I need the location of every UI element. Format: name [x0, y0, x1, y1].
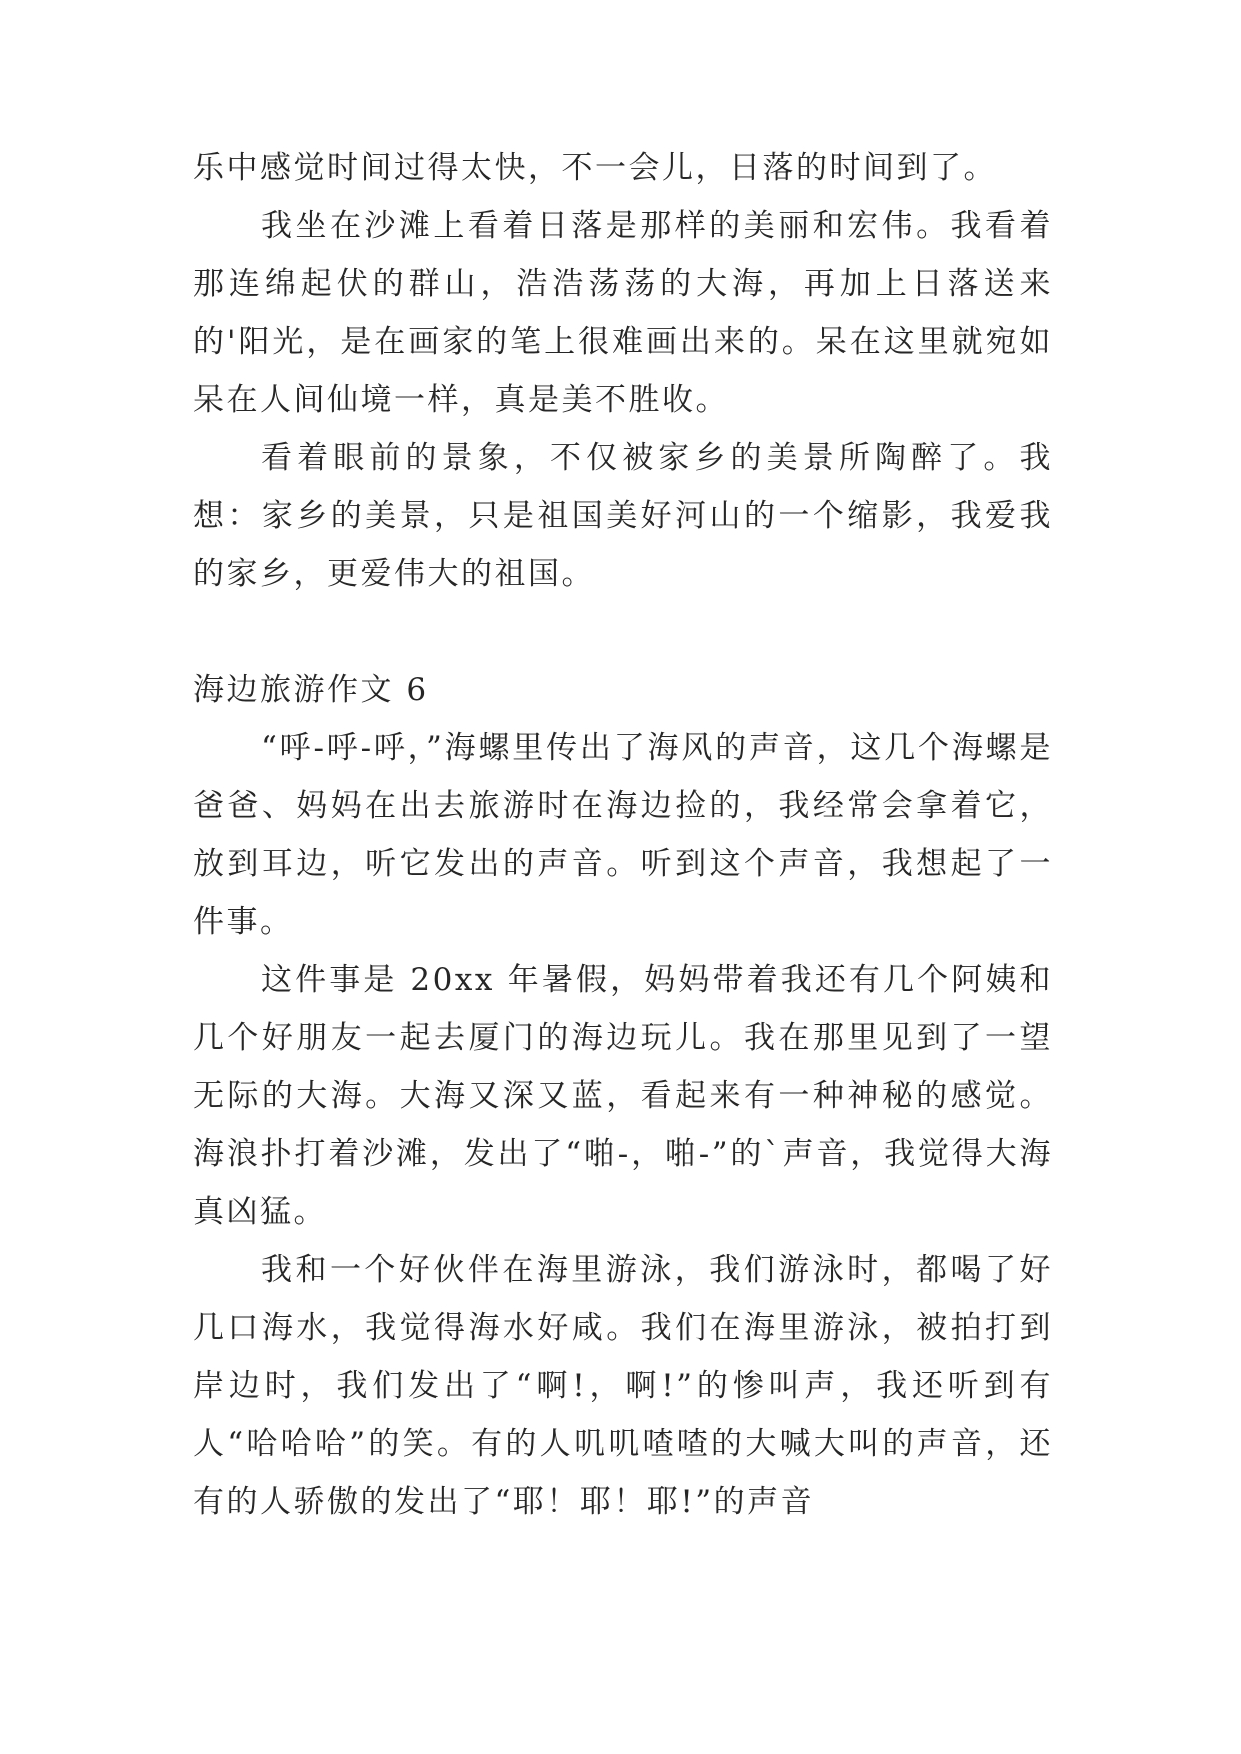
section-two: [193, 661, 1053, 1531]
section-title: 海边旅游作文 6: [193, 672, 429, 708]
paragraph-swimming: 我和一个好伙伴在海里游泳，我们游泳时，都喝了好几口海水，我觉得海水好咸。我们在海里游泳，被拍打到岸边时，我们发出了“啊!，啊!”的惨叫声，我还听到有人“哈哈哈”的笑。有的人叽叽喳喳的大喊大叫的声音，还有的人骄傲的发出了“耶！耶！耶!”的声音: [193, 1252, 1053, 1520]
paragraph-sunset: 我坐在沙滩上看着日落是那样的美丽和宏伟。我看着那连绵起伏的群山，浩浩荡荡的大海，再加上日落送来的'阳光，是在画家的笔上很难画出来的。呆在这里就宛如呆在人间仙境一样，真是美不胜收。: [193, 208, 1053, 418]
paragraph-conch: “呼-呼-呼，”海螺里传出了海风的声音，这几个海螺是爸爸、妈妈在出去旅游时在海边捡的，我经常会拿着它，放到耳边，听它发出的声音。听到这个声音，我想起了一件事。: [193, 730, 1053, 940]
paragraph-hometown: 看着眼前的景象，不仅被家乡的美景所陶醉了。我想：家乡的美景，只是祖国美好河山的一个缩影，我爱我的家乡，更爱伟大的祖国。: [193, 440, 1053, 592]
paragraph-continuation: 乐中感觉时间过得太快，不一会儿，日落的时间到了。: [193, 150, 997, 186]
paragraph-xiamen-trip: 这件事是 20xx 年暑假，妈妈带着我还有几个阿姨和几个好朋友一起去厦门的海边玩儿。我在那里见到了一望无际的大海。大海又深又蓝，看起来有一种神秘的感觉。海浪扑打着沙滩，发出了“啪-，啪-”的`声音，我觉得大海真凶猛。: [193, 962, 1053, 1230]
section-one: [193, 139, 1053, 603]
